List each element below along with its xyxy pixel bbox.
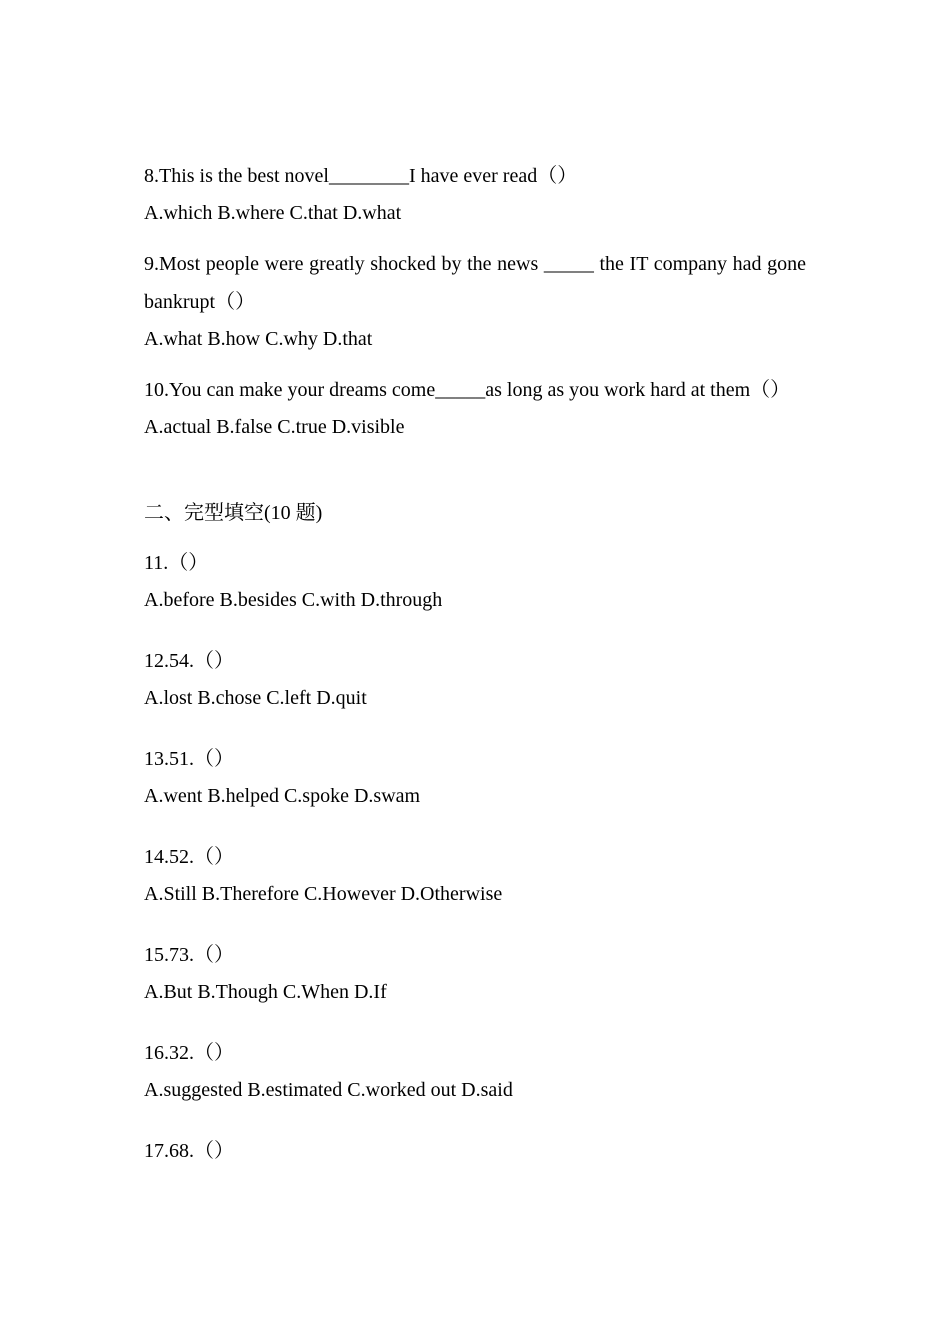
question-stem: 12.54.（） [144, 650, 234, 672]
question-10 [144, 371, 806, 446]
question-15 [144, 937, 806, 1011]
question-stem: 14.52.（） [144, 846, 234, 868]
question-options: A.lost B.chose C.left D.quit [144, 687, 367, 709]
question-stem: 13.51.（） [144, 748, 234, 770]
question-13 [144, 741, 806, 815]
question-options: A.But B.Though C.When D.If [144, 981, 387, 1003]
question-16 [144, 1035, 806, 1109]
section-heading: 二、完型填空(10 题) [144, 502, 323, 524]
document-content [144, 158, 806, 1170]
question-stem: 15.73.（） [144, 944, 234, 966]
question-11 [144, 545, 806, 619]
question-stem: 17.68.（） [144, 1140, 234, 1162]
question-options: A.before B.besides C.with D.through [144, 589, 443, 611]
question-stem: 11.（） [144, 552, 209, 574]
question-stem: 10.You can make your dreams come_____as long as you work hard at them（） [144, 379, 791, 401]
question-17 [144, 1133, 806, 1170]
question-options: A.what B.how C.why D.that [144, 328, 373, 350]
question-options: A.went B.helped C.spoke D.swam [144, 785, 421, 807]
question-stem: 8.This is the best novel________I have ever read（） [144, 165, 578, 187]
question-options: A.actual B.false C.true D.visible [144, 416, 405, 438]
question-options: A.Still B.Therefore C.However D.Otherwise [144, 883, 503, 905]
question-options: A.suggested B.estimated C.worked out D.said [144, 1079, 513, 1101]
question-14 [144, 839, 806, 913]
question-stem: 16.32.（） [144, 1042, 234, 1064]
question-options: A.which B.where C.that D.what [144, 202, 402, 224]
question-9 [144, 245, 806, 358]
question-8 [144, 158, 806, 232]
question-stem: 9.Most people were greatly shocked by the news _____ the IT company had gone bankrupt（） [144, 253, 806, 313]
question-12 [144, 643, 806, 717]
